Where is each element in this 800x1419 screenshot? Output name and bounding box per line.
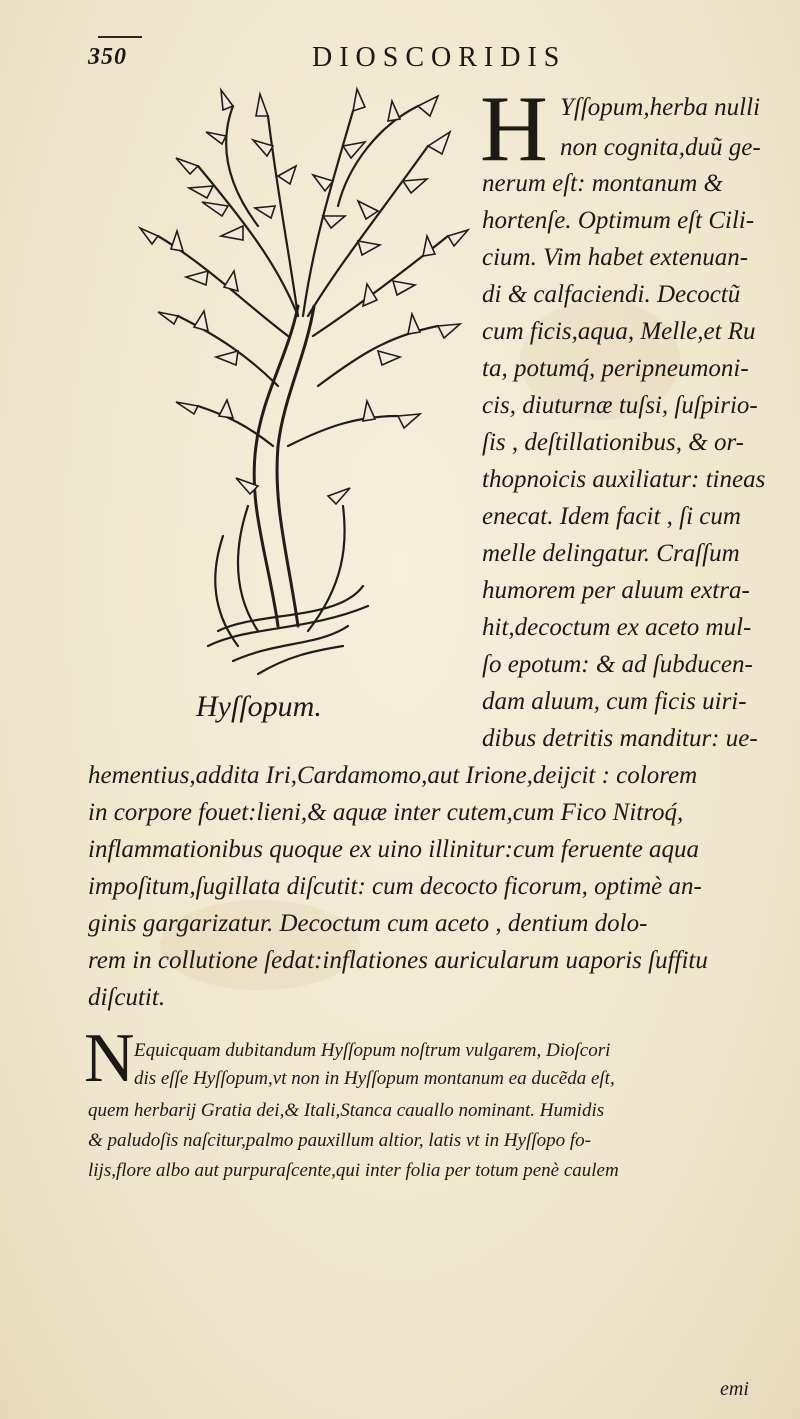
text-line: enecat. Idem facit , ſi cum [482, 503, 741, 530]
text-line: thopnoicis auxiliatur: tineas [482, 466, 766, 493]
note-line: dis eſſe Hyſſopum,vt non in Hyſſopum montanum ea ducẽda eſt, [134, 1068, 615, 1089]
text-line: rem in collutione ſedat:inflationes auricularum uaporis ſuffitu [88, 947, 708, 974]
text-line: humorem per aluum extra- [482, 577, 750, 604]
note-line: & paludoſis naſcitur,palmo pauxillum altior, latis vt in Hyſſopo fo- [88, 1130, 591, 1151]
drop-cap-n: N [84, 1020, 135, 1097]
text-line: ginis gargarizatur. Decoctum cum aceto , dentium dolo- [88, 910, 648, 937]
text-line: in corpore fouet:lieni,& aquæ inter cutem,cum Fico Nitroq́, [88, 799, 684, 826]
text-line: hit,decoctum ex aceto mul- [482, 614, 752, 641]
text-line: di & calfaciendi. Decoctũ [482, 281, 741, 308]
text-line: non cognita,duũ ge- [560, 134, 761, 161]
running-title: DIOSCORIDIS [312, 42, 567, 73]
text-line: hortenſe. Optimum eſt Cili- [482, 207, 755, 234]
text-line: diſcutit. [88, 984, 166, 1011]
text-line: dam aluum, cum ficis uiri- [482, 688, 747, 715]
text-line: ta, potumq́, peripneumoni- [482, 355, 749, 382]
folio-rule [98, 36, 142, 38]
catchword: emi [720, 1378, 749, 1400]
text-line: impoſitum,ſugillata diſcutit: cum decocto ficorum, optimè an- [88, 873, 702, 900]
note-line: lijs,flore albo aut purpuraſcente,qui inter folia per totum penè caulem [88, 1160, 619, 1181]
text-line: cis, diuturnæ tuſsi, ſuſpirio- [482, 392, 758, 419]
page-number: 350 [88, 44, 127, 70]
text-line: melle delingatur. Craſſum [482, 540, 740, 567]
text-line: cium. Vim habet extenuan- [482, 244, 749, 271]
text-line: Yſſopum,herba nulli [560, 94, 761, 121]
hyssop-woodcut-illustration [138, 86, 472, 676]
text-line: inflammationibus quoque ex uino illinitur:cum feruente aqua [88, 836, 700, 863]
drop-cap-h: H [480, 77, 548, 181]
note-line: quem herbarij Gratia dei,& Itali,Stanca cauallo nominant. Humidis [88, 1100, 605, 1121]
text-line: ſis , deſtillationibus, & or- [482, 429, 745, 456]
text-line: hementius,addita Iri,Cardamomo,aut Irione,deijcit : colorem [88, 762, 698, 789]
note-line: Equicquam dubitandum Hyſſopum noſtrum vulgarem, Dioſcori [134, 1040, 611, 1061]
text-line: ſo epotum: & ad ſubducen- [482, 651, 753, 678]
plant-icon [138, 86, 472, 676]
text-line: dibus detritis manditur: ue- [482, 725, 758, 752]
figure-caption: Hyſſopum. [196, 690, 322, 723]
text-line: nerum eſt: montanum & [482, 170, 723, 197]
text-line: cum ficis,aqua, Melle,et Ru [482, 318, 756, 345]
